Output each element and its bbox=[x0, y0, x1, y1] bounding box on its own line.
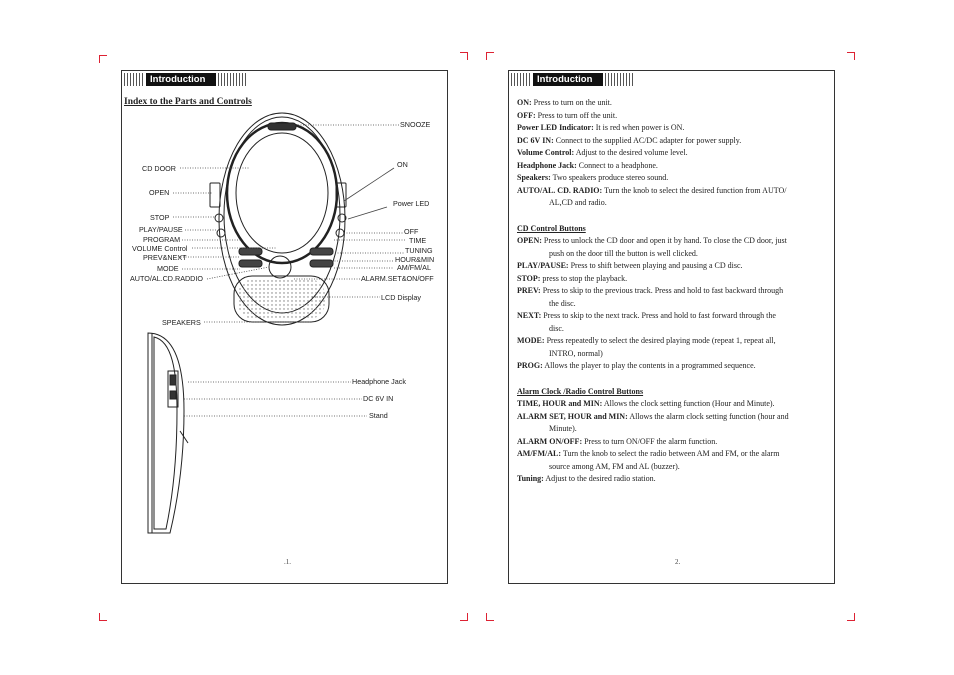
entry-continuation: INTRO, normal) bbox=[549, 348, 603, 358]
label-auto-al-cd-radio: AUTO/AL.CD.RADDIO bbox=[130, 274, 203, 283]
entry-description: Allows the alarm clock setting function (hour and bbox=[629, 411, 789, 421]
control-descriptions bbox=[517, 97, 835, 486]
entry-term: ON: bbox=[517, 98, 532, 107]
label-stop: STOP bbox=[150, 213, 170, 222]
entry-continuation: the disc. bbox=[549, 298, 576, 308]
description-entry bbox=[517, 185, 835, 210]
description-entry bbox=[517, 160, 835, 173]
label-dc-6v-in: DC 6V IN bbox=[363, 394, 394, 403]
entry-term: PREV: bbox=[517, 286, 541, 295]
entry-term: NEXT: bbox=[517, 311, 542, 320]
entry-term: Tuning: bbox=[517, 474, 544, 483]
entry-term: AM/FM/AL: bbox=[517, 449, 561, 458]
description-entry bbox=[517, 473, 835, 486]
entry-continuation: AL,CD and radio. bbox=[549, 198, 607, 207]
entry-term: STOP: bbox=[517, 273, 541, 283]
crop-mark bbox=[460, 613, 468, 621]
entry-term: AUTO/AL. CD. RADIO: bbox=[517, 185, 603, 195]
entry-description: Turn the knob to select the radio between AM and FM, or the alarm bbox=[562, 449, 780, 458]
entry-term: Volume Control: bbox=[517, 148, 575, 157]
description-entry bbox=[517, 122, 835, 135]
entry-description: Connect to a headphone. bbox=[578, 160, 658, 170]
crop-mark bbox=[847, 52, 855, 60]
entry-term: ALARM ON/OFF: bbox=[517, 436, 583, 446]
description-entry bbox=[517, 360, 835, 373]
entry-description: Press to skip to the previous track. Press and hold to fast backward through bbox=[542, 286, 784, 295]
entry-description: press to stop the playback. bbox=[542, 273, 628, 283]
description-entry bbox=[517, 411, 835, 436]
entry-continuation: Minute). bbox=[549, 424, 577, 433]
entry-term: OFF: bbox=[517, 110, 536, 120]
left-page bbox=[121, 70, 448, 584]
description-entry bbox=[517, 135, 835, 148]
label-am-fm-al: AM/FM/AL bbox=[397, 263, 431, 272]
label-alarm-set: ALARM.SET&ON/OFF bbox=[361, 274, 434, 283]
entry-description: Adjust to the desired volume level. bbox=[575, 148, 688, 157]
entry-description: Press to unlock the CD door and open it by hand. To close the CD door, just bbox=[543, 236, 787, 245]
crop-mark bbox=[486, 52, 494, 60]
description-entry bbox=[517, 260, 835, 273]
description-entry bbox=[517, 398, 835, 411]
label-volume-control: VOLUME Control bbox=[132, 244, 188, 253]
entry-description: Connect to the supplied AC/DC adapter for power supply. bbox=[555, 135, 742, 145]
label-time: TIME bbox=[409, 236, 427, 245]
label-cd-door: CD DOOR bbox=[142, 164, 176, 173]
entry-term: DC 6V IN: bbox=[517, 135, 554, 145]
label-program: PROGRAM bbox=[143, 235, 181, 244]
label-hour-min: HOUR&MIN bbox=[395, 255, 435, 264]
entry-description: Press to turn ON/OFF the alarm function. bbox=[584, 436, 718, 446]
entry-description: Turn the knob to select the desired function from AUTO/ bbox=[604, 185, 787, 195]
cd-section-title: CD Control Buttons bbox=[517, 223, 586, 233]
entry-term: Power LED Indicator: bbox=[517, 123, 594, 132]
crop-mark bbox=[486, 613, 494, 621]
description-entry bbox=[517, 172, 835, 185]
description-entry bbox=[517, 273, 835, 286]
label-speakers: SPEAKERS bbox=[162, 318, 201, 327]
entry-description: Press repeatedly to select the desired playing mode (repeat 1, repeat all, bbox=[546, 336, 776, 345]
entry-term: OPEN: bbox=[517, 236, 542, 245]
label-open: OPEN bbox=[149, 188, 170, 197]
entry-term: MODE: bbox=[517, 336, 545, 345]
description-entry bbox=[517, 110, 835, 123]
description-entry bbox=[517, 235, 835, 260]
entry-description: Press to turn on the unit. bbox=[533, 98, 612, 107]
entry-term: TIME, HOUR and MIN: bbox=[517, 399, 603, 408]
section-title: Index to the Parts and Controls bbox=[124, 97, 252, 107]
entry-description: Press to shift between playing and pausing a CD disc. bbox=[570, 261, 743, 270]
header-title: Introduction bbox=[146, 73, 216, 86]
entry-term: PLAY/PAUSE: bbox=[517, 261, 569, 270]
device-front-illustration bbox=[122, 71, 447, 583]
entry-description: Two speakers produce stereo sound. bbox=[552, 173, 669, 182]
label-stand: Stand bbox=[369, 411, 388, 420]
label-tuning: TUNING bbox=[405, 246, 433, 255]
page-number: .1. bbox=[284, 558, 291, 566]
entry-term: PROG: bbox=[517, 361, 543, 370]
entry-continuation: push on the door till the button is well clicked. bbox=[549, 248, 698, 258]
label-power-led: Power LED bbox=[393, 199, 430, 208]
label-mode: MODE bbox=[157, 264, 179, 273]
label-headphone-jack: Headphone Jack bbox=[352, 377, 406, 386]
entry-term: Headphone Jack: bbox=[517, 160, 577, 170]
entry-description: Allows the player to play the contents in a programmed sequence. bbox=[544, 361, 756, 370]
crop-mark bbox=[847, 613, 855, 621]
crop-mark bbox=[460, 52, 468, 60]
entry-description: Press to turn off the unit. bbox=[537, 110, 618, 120]
crop-mark bbox=[99, 55, 107, 63]
label-on: ON bbox=[397, 160, 408, 169]
entry-description: Adjust to the desired radio station. bbox=[545, 474, 656, 483]
description-entry bbox=[517, 147, 835, 160]
header-title: Introduction bbox=[533, 73, 603, 86]
description-entry bbox=[517, 285, 835, 310]
label-snooze: SNOOZE bbox=[400, 120, 431, 129]
entry-description: Press to skip to the next track. Press and hold to fast forward through the bbox=[543, 311, 776, 320]
entry-term: Speakers: bbox=[517, 173, 551, 182]
entry-description: Allows the clock setting function (Hour and Minute). bbox=[603, 399, 775, 408]
page-header bbox=[511, 73, 635, 86]
label-off: OFF bbox=[404, 227, 419, 236]
label-prev-next: PREV&NEXT bbox=[143, 253, 187, 262]
alarm-section-title: Alarm Clock /Radio Control Buttons bbox=[517, 386, 644, 396]
entry-term: ALARM SET, HOUR and MIN: bbox=[517, 411, 628, 421]
label-play-pause: PLAY/PAUSE bbox=[139, 225, 183, 234]
entry-continuation: disc. bbox=[549, 323, 564, 333]
entry-continuation: source among AM, FM and AL (buzzer). bbox=[549, 461, 680, 471]
entry-description: It is red when power is ON. bbox=[595, 123, 685, 132]
description-entry bbox=[517, 97, 835, 110]
description-entry bbox=[517, 335, 835, 360]
description-entry bbox=[517, 436, 835, 449]
crop-mark bbox=[99, 613, 107, 621]
page-number: 2. bbox=[675, 558, 681, 566]
description-entry bbox=[517, 310, 835, 335]
description-entry bbox=[517, 448, 835, 473]
label-lcd-display: LCD Display bbox=[381, 293, 421, 302]
